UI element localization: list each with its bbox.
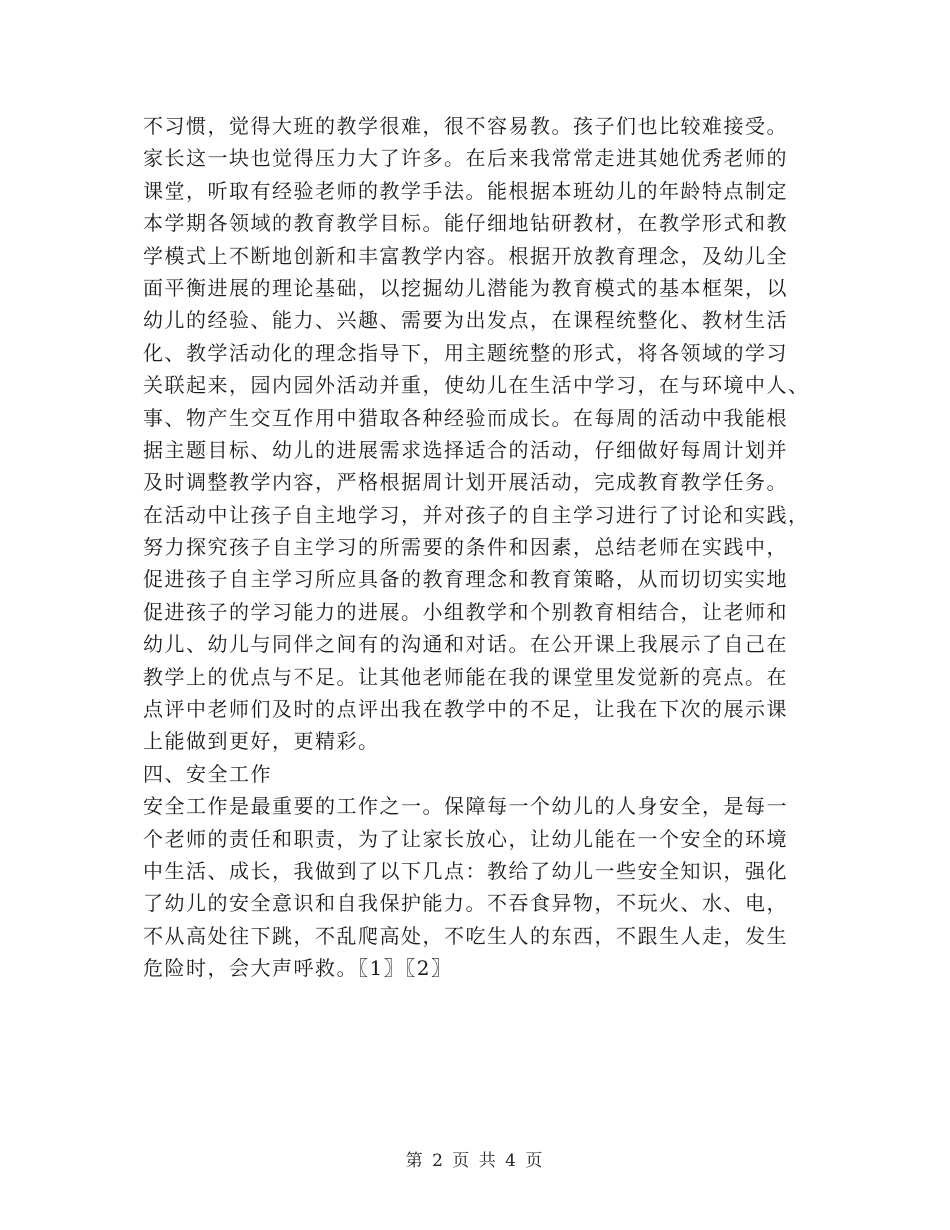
text-line: 本学期各领域的教育教学目标。能仔细地钻研教材，在教学形式和教 <box>143 211 788 236</box>
text-line: 家长这一块也觉得压力大了许多。在后来我常常走进其她优秀老师的 <box>143 146 788 171</box>
text-line: 安全工作是最重要的工作之一。保障每一个幼儿的人身安全，是每一 <box>143 794 788 819</box>
text-line: 危险时，会大声呼救。〖1〗〖2〗 <box>143 956 453 981</box>
page-number-footer: 第 2 页 共 4 页 <box>405 1151 545 1171</box>
text-line: 个老师的责任和职责，为了让家长放心，让幼儿能在一个安全的环境 <box>143 826 788 851</box>
text-line: 不从高处往下跳，不乱爬高处，不吃生人的东西，不跟生人走，发生 <box>143 923 788 948</box>
text-line: 关联起来，园内园外活动并重，使幼儿在生活中学习，在与环境中人、 <box>143 373 810 398</box>
text-line: 不习惯，觉得大班的教学很难，很不容易教。孩子们也比较难接受。 <box>143 114 788 138</box>
text-line: 化、教学活动化的理念指导下，用主题统整的形式，将各领域的学习 <box>143 340 788 365</box>
text-line: 事、物产生交互作用中猎取各种经验而成长。在每周的活动中我能根 <box>143 405 788 430</box>
text-line: 在活动中让孩子自主地学习，并对孩子的自主学习进行了讨论和实践， <box>143 502 810 527</box>
text-line: 上能做到更好，更精彩。 <box>143 729 380 754</box>
text-line: 中生活、成长，我做到了以下几点：教给了幼儿一些安全知识，强化 <box>143 858 788 883</box>
section-heading: 四、安全工作 <box>143 761 272 786</box>
text-line: 促进孩子自主学习所应具备的教育理念和教育策略，从而切切实实地 <box>143 567 788 592</box>
text-line: 了幼儿的安全意识和自我保护能力。不吞食异物，不玩火、水、电， <box>143 891 788 916</box>
text-line: 面平衡进展的理论基础，以挖掘幼儿潜能为教育模式的基本框架，以 <box>143 275 788 300</box>
text-line: 教学上的优点与不足。让其他老师能在我的课堂里发觉新的亮点。在 <box>143 664 788 689</box>
text-line: 促进孩子的学习能力的进展。小组教学和个别教育相结合，让老师和 <box>143 599 788 624</box>
text-line: 学模式上不断地创新和丰富教学内容。根据开放教育理念，及幼儿全 <box>143 243 788 268</box>
text-line: 幼儿的经验、能力、兴趣、需要为出发点，在课程统整化、教材生活 <box>143 308 788 333</box>
text-line: 努力探究孩子自主学习的所需要的条件和因素，总结老师在实践中， <box>143 535 788 560</box>
text-line: 点评中老师们及时的点评出我在教学中的不足，让我在下次的展示课 <box>143 697 788 722</box>
body-text <box>143 110 823 985</box>
text-line: 幼儿、幼儿与同伴之间有的沟通和对话。在公开课上我展示了自己在 <box>143 632 788 657</box>
text-line: 课堂，听取有经验老师的教学手法。能根据本班幼儿的年龄特点制定 <box>143 178 788 203</box>
text-line: 及时调整教学内容，严格根据周计划开展活动，完成教育教学任务。 <box>143 470 788 495</box>
text-line: 据主题目标、幼儿的进展需求选择适合的活动，仔细做好每周计划并 <box>143 437 788 462</box>
